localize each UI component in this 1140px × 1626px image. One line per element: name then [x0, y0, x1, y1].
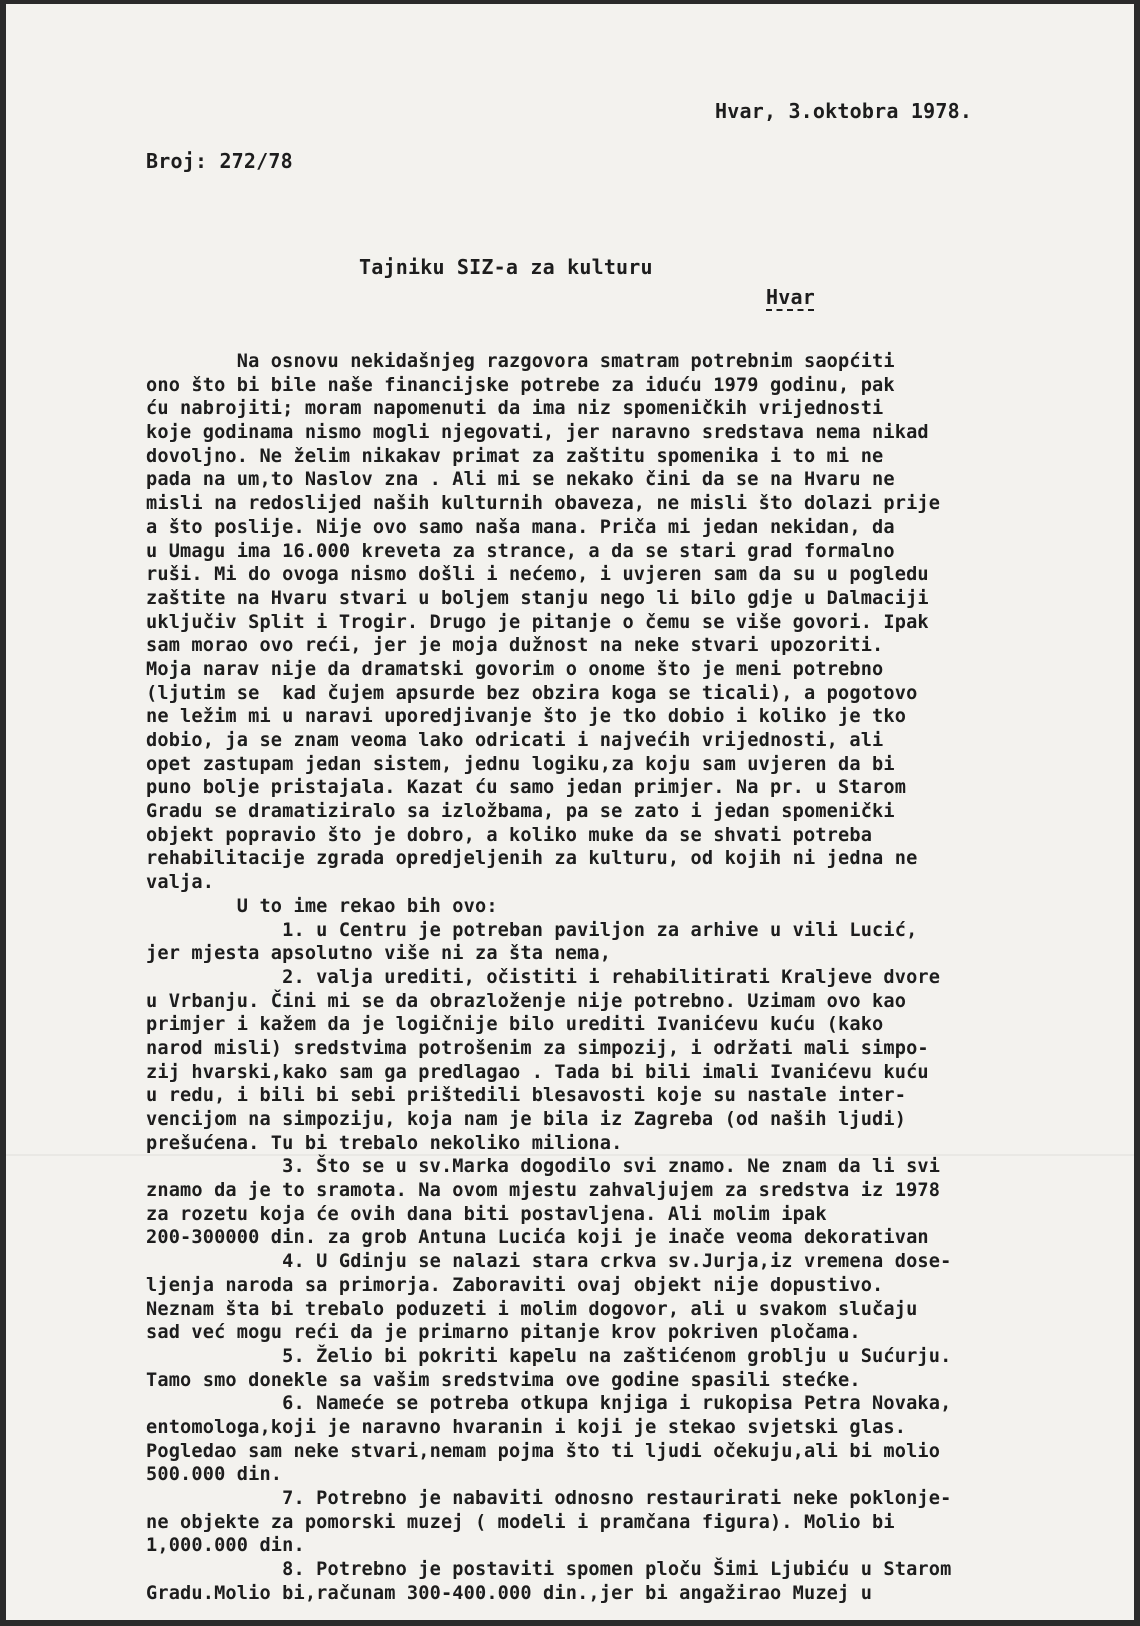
- body-line: 5. Želio bi pokriti kapelu na zaštićenom groblju u Sućurju.: [146, 1345, 952, 1367]
- body-line: 500.000 din.: [146, 1464, 283, 1486]
- body-line: U to ime rekao bih ovo:: [146, 895, 498, 917]
- body-line: Pogledao sam neke stvari,nemam pojma što ti ljudi očekuju,ali bi molio: [146, 1440, 941, 1462]
- body-line: dovoljno. Ne želim nikakav primat za zaštitu spomenika i to mi ne: [146, 445, 884, 467]
- body-line: Moja narav nije da dramatski govorim o onome što je meni potrebno: [146, 658, 884, 680]
- body-line: 8. Potrebno je postaviti spomen ploču Šimi Ljubiću u Starom: [146, 1559, 952, 1581]
- body-line: a što poslije. Nije ovo samo naša mana. Priča mi jedan nekidan, da: [146, 516, 895, 538]
- body-line: (ljutim se kad čujem apsurde bez obzira koga se ticali), a pogotovo: [146, 682, 918, 704]
- body-line: Neznam šta bi trebalo poduzeti i molim dogovor, ali u svakom slučaju: [146, 1298, 918, 1320]
- body-line: narod misli) sredstvima potrošenim za simpozij, i održati mali simpo-: [146, 1037, 929, 1059]
- body-line: u Umagu ima 16.000 kreveta za strance, a da se stari grad formalno: [146, 540, 895, 562]
- body-line: jer mjesta apsolutno više ni za šta nema,: [146, 943, 612, 965]
- body-line: ne ležim mi u naravi uporedjivanje što je tko dobio i koliko je tko: [146, 706, 907, 728]
- body-line: dobio, ja se znam veoma lako odricati i najvećih vrijednosti, ali: [146, 730, 884, 751]
- body-line: Gradu.Molio bi,računam 300-400.000 din.,jer bi angažirao Muzej u: [146, 1582, 873, 1604]
- body-line: rehabilitacije zgrada opredjeljenih za kulturu, od kojih ni jedna ne: [146, 848, 918, 870]
- body-line: znamo da je to sramota. Na ovom mjestu zahvaljujem za sredstva iz 1978: [146, 1180, 941, 1202]
- reference-number: Broj: 272/78: [146, 149, 293, 173]
- body-line: 3. Što se u sv.Marka dogodilo svi znamo. Ne znam da li svi: [146, 1156, 941, 1178]
- addressee: Tajniku SIZ-a za kulturu: [359, 255, 653, 279]
- body-line: ono što bi bile naše financijske potrebe za iduću 1979 godinu, pak: [146, 374, 895, 396]
- body-line: Tamo smo donekle sa vašim sredstvima ove godine spasili stećke.: [146, 1369, 861, 1391]
- body-line: puno bolje pristajala. Kazat ću samo jedan primjer. Na pr. u Starom: [146, 777, 907, 799]
- body-line: sam morao ovo reći, jer je moja dužnost na neke stvari upozoriti.: [146, 635, 884, 657]
- body-line: 7. Potrebno je nabaviti odnosno restaurirati neke poklonje-: [146, 1488, 952, 1509]
- body-line: valja.: [146, 872, 215, 894]
- body-line: opet zastupam jedan sistem, jednu logiku,za koju sam uvjeren da bi: [146, 753, 895, 775]
- addressee-city: Hvar: [766, 285, 815, 309]
- body-line: uključiv Split i Trogir. Drugo je pitanje o čemu se više govori. Ipak: [146, 611, 929, 633]
- body-line: 2. valja urediti, očistiti i rehabilitirati Kraljeve dvore: [146, 966, 941, 988]
- body-line: ću nabrojiti; moram napomenuti da ima niz spomeničkih vrijednosti: [146, 398, 884, 420]
- body-line: sad već mogu reći da je primarno pitanje krov pokriven pločama.: [146, 1322, 861, 1344]
- body-line: ljenja naroda sa primorja. Zaboraviti ovaj objekt nije dopustivo.: [146, 1274, 884, 1296]
- body-line: za rozetu koja će ovih dana biti postavljena. Ali molim ipak: [146, 1203, 827, 1225]
- body-line: 200-300000 din. za grob Antuna Lucića koji je inače veoma dekorativan: [146, 1227, 929, 1249]
- body-line: prešućena. Tu bi trebalo nekoliko miliona.: [146, 1132, 623, 1154]
- body-line: Na osnovu nekidašnjeg razgovora smatram potrebnim saopćiti: [146, 351, 895, 372]
- body-line: objekt popravio što je dobro, a koliko muke da se shvati potreba: [146, 824, 873, 846]
- body-line: 6. Nameće se potreba otkupa knjiga i rukopisa Petra Novaka,: [146, 1393, 952, 1415]
- body-line: vencijom na simpoziju, koja nam je bila iz Zagreba (od naših ljudi): [146, 1109, 907, 1130]
- body-line: zaštite na Hvaru stvari u boljem stanju nego li bilo gdje u Dalmaciji: [146, 587, 929, 609]
- letter-body: [146, 350, 1126, 1605]
- body-line: entomologa,koji je naravno hvaranin i koji je stekao svjetski glas.: [146, 1416, 907, 1438]
- body-line: primjer i kažem da je logičnije bilo urediti Ivanićevu kuću (kako: [146, 1014, 884, 1036]
- body-line: koje godinama nismo mogli njegovati, jer naravno sredstava nema nikad: [146, 422, 929, 444]
- body-line: u Vrbanju. Čini mi se da obrazloženje nije potrebno. Uzimam ovo kao: [146, 990, 907, 1012]
- body-line: 1,000.000 din.: [146, 1535, 305, 1557]
- body-line: u redu, i bili bi sebi prištedili blesavosti koje su nastale inter-: [146, 1085, 907, 1107]
- body-line: ne objekte za pomorski muzej ( modeli i pramčana figura). Molio bi: [146, 1511, 895, 1533]
- body-line: pada na um,to Naslov zna . Ali mi se nekako čini da se na Hvaru ne: [146, 469, 895, 491]
- body-line: 1. u Centru je potreban paviljon za arhive u vili Lucić,: [146, 919, 918, 941]
- body-line: Gradu se dramatiziralo sa izložbama, pa se zato i jedan spomenički: [146, 801, 895, 823]
- body-line: zij hvarski,kako sam ga predlagao . Tada bi bili imali Ivanićevu kuću: [146, 1061, 929, 1083]
- body-line: 4. U Gdinju se nalazi stara crkva sv.Jurja,iz vremena dose-: [146, 1251, 952, 1273]
- body-line: misli na redoslijed naših kulturnih obaveza, ne misli što dolazi prije: [146, 493, 941, 515]
- letter-date: Hvar, 3.oktobra 1978.: [715, 99, 973, 123]
- body-line: ruši. Mi do ovoga nismo došli i nećemo, i uvjeren sam da su u pogledu: [146, 564, 929, 586]
